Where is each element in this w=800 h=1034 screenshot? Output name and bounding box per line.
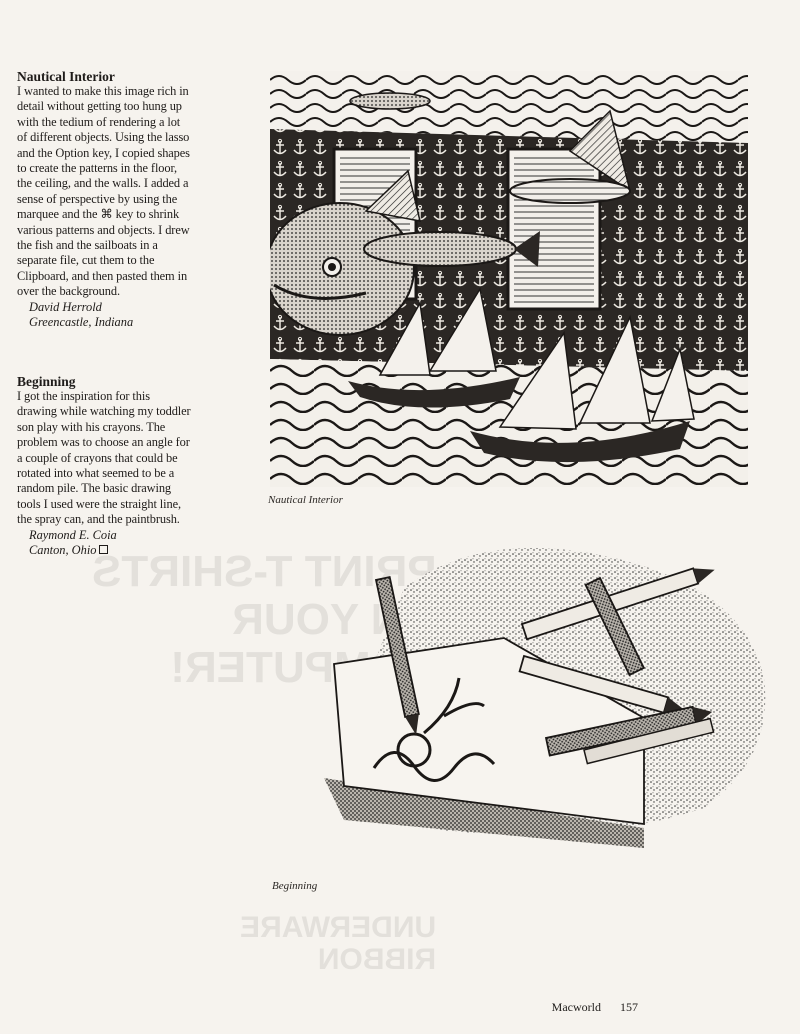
article-beginning bbox=[17, 374, 192, 558]
figure-caption: Nautical Interior bbox=[268, 494, 343, 506]
figure-caption: Beginning bbox=[272, 880, 318, 892]
author-location: Greencastle, Indiana bbox=[29, 315, 134, 330]
article-body: I wanted to make this image rich in detail without getting too hung up with the tedium of rendering a lot of different objects. Using the lasso and the Option key, I copied shapes to create the patterns in the floor, the ceiling, and the walls. I added a sense of perspective by using the marquee and the ⌘ key to shrink various patterns and objects. I drew the fish and the sailboats in a separate file, cut them to the Clipboard, and then pasted them in over the background. bbox=[17, 84, 190, 299]
author-location: Canton, Ohio bbox=[29, 543, 192, 558]
magazine-name: Macworld bbox=[551, 1000, 601, 1014]
author-name: Raymond E. Coia bbox=[29, 527, 117, 542]
bleed-through-text: UNDERWARE RIBBON bbox=[240, 911, 437, 976]
article-title: Beginning bbox=[17, 374, 76, 389]
author-name: David Herrold bbox=[29, 299, 102, 314]
beginning-illustration bbox=[284, 528, 774, 864]
nautical-interior-illustration bbox=[270, 71, 748, 487]
end-of-article-box-icon bbox=[99, 545, 108, 554]
article-nautical-interior bbox=[17, 69, 192, 331]
article-title: Nautical Interior bbox=[17, 69, 115, 84]
page-number: 157 bbox=[620, 1000, 638, 1014]
page-footer bbox=[536, 1000, 638, 1015]
bleed-through-text: PRINT T-SHIRTS ON YOUR COMPUTER! bbox=[92, 547, 437, 692]
article-body: I got the inspiration for this drawing while watching my toddler son play with his crayons. The problem was to choose an angle for a couple of crayons that could be rotated into what seemed to be a random pile. The basic drawing tools I used were the straight line, the spray can, and the paintbrush. bbox=[17, 389, 191, 527]
